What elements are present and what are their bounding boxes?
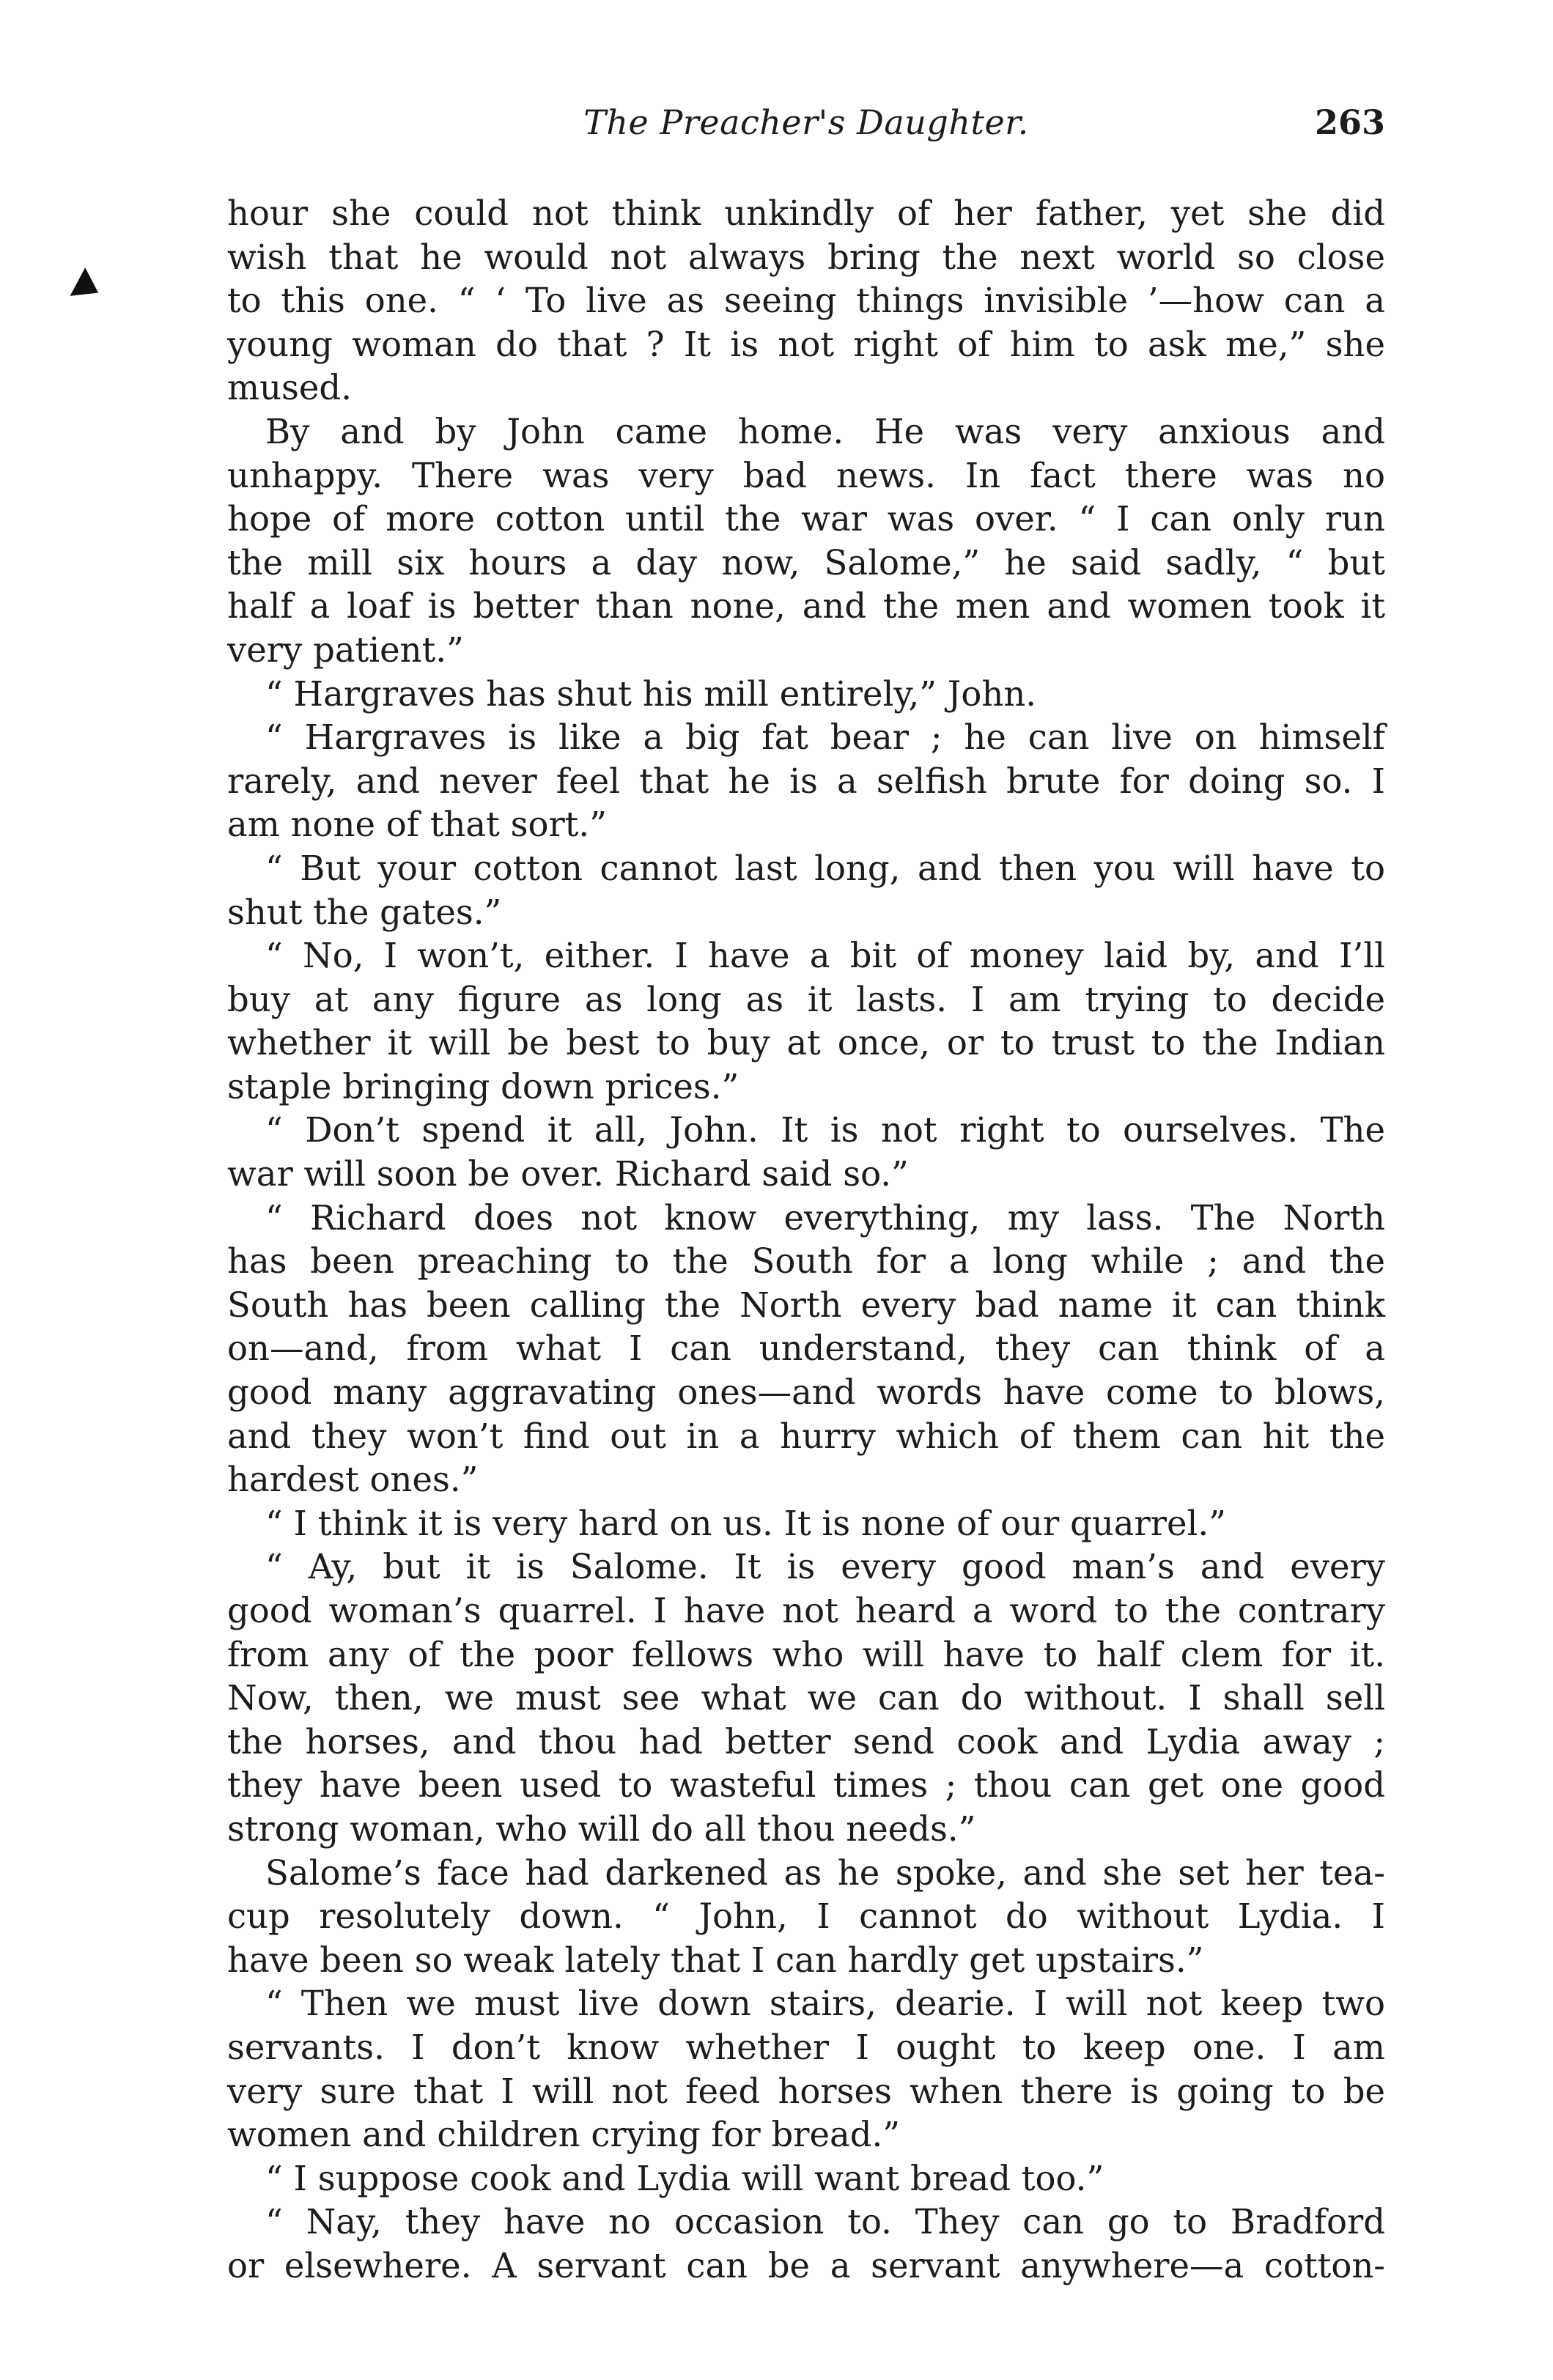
text-line: By and by John came home. He was very anxious and xyxy=(265,411,1385,451)
text-line: strong woman, who will do all thou needs.” xyxy=(227,1808,976,1849)
text-line: hope of more cotton until the war was over. “ I can only run xyxy=(227,499,1385,539)
text-line: “ I think it is very hard on us. It is none of our quarrel.” xyxy=(265,1503,1226,1543)
text-line: hour she could not think unkindly of her father, yet she did xyxy=(227,193,1385,233)
text-line: staple bringing down prices.” xyxy=(227,1066,739,1106)
text-line: servants. I don’t know whether I ought to keep one. I am xyxy=(227,2027,1385,2067)
text-line: has been preaching to the South for a long while ; and the xyxy=(227,1241,1385,1282)
text-line: on—and, from what I can understand, they can think of a xyxy=(227,1328,1385,1369)
text-line: mused. xyxy=(227,368,352,408)
text-line: cup resolutely down. “ John, I cannot do without Lydia. I xyxy=(227,1896,1385,1937)
page-header xyxy=(227,103,1385,161)
running-title: The Preacher's Daughter. xyxy=(583,103,1029,142)
text-line: whether it will be best to buy at once, or to trust to the Indian xyxy=(227,1023,1385,1063)
text-line: very patient.” xyxy=(227,629,464,670)
text-line: buy at any figure as long as it lasts. I am trying to decide xyxy=(227,979,1385,1019)
text-line: war will soon be over. Richard said so.” xyxy=(227,1154,909,1194)
text-line: half a loaf is better than none, and the men and women took it xyxy=(227,586,1385,627)
text-line: Now, then, we must see what we can do without. I shall sell xyxy=(227,1678,1385,1718)
text-line: rarely, and never feel that he is a selfish brute for doing so. I xyxy=(227,761,1385,801)
margin-arrow-mark xyxy=(70,267,106,307)
text-line: South has been calling the North every bad name it can think xyxy=(227,1285,1385,1325)
text-line: hardest ones.” xyxy=(227,1460,479,1500)
page-number: 263 xyxy=(1314,103,1385,142)
text-line: unhappy. There was very bad news. In fact there was no xyxy=(227,455,1385,495)
text-line: “ Don’t spend it all, John. It is not right to ourselves. The xyxy=(265,1110,1385,1150)
text-line: “ Richard does not know everything, my lass. The North xyxy=(265,1197,1385,1238)
text-line: have been so weak lately that I can hardly get upstairs.” xyxy=(227,1940,1204,1980)
text-line: wish that he would not always bring the next world so close xyxy=(227,237,1385,277)
text-line: “ I suppose cook and Lydia will want bread too.” xyxy=(265,2158,1104,2198)
text-line: to this one. “ ‘ To live as seeing things invisible ’—how can a xyxy=(227,281,1385,321)
text-line: shut the gates.” xyxy=(227,892,502,932)
text-line: good many aggravating ones—and words have come to blows, xyxy=(227,1372,1385,1413)
text-line: young woman do that ? It is not right of him to ask me,” she xyxy=(227,324,1385,364)
text-line: am none of that sort.” xyxy=(227,805,607,845)
text-line: “ But your cotton cannot last long, and then you will have to xyxy=(265,848,1385,888)
text-line: the mill six hours a day now, Salome,” he said sadly, “ but xyxy=(227,542,1385,583)
text-line: “ No, I won’t, either. I have a bit of money laid by, and I’ll xyxy=(265,936,1385,976)
text-line: “ Nay, they have no occasion to. They can go to Bradford xyxy=(265,2202,1385,2242)
text-line: very sure that I will not feed horses when there is going to be xyxy=(227,2071,1385,2111)
text-line: “ Hargraves is like a big fat bear ; he can live on himself xyxy=(265,717,1385,758)
body-text xyxy=(227,192,1385,2288)
text-line: “ Ay, but it is Salome. It is every good man’s and every xyxy=(265,1547,1385,1587)
text-line: the horses, and thou had better send cook and Lydia away ; xyxy=(227,1721,1385,1762)
text-line: and they won’t find out in a hurry which of them can hit the xyxy=(227,1416,1385,1456)
text-line: or elsewhere. A servant can be a servant anywhere—a cotton- xyxy=(227,2245,1385,2285)
text-line: from any of the poor fellows who will have to half clem for it. xyxy=(227,1634,1385,1674)
text-line: “ Then we must live down stairs, dearie. I will not keep two xyxy=(265,1984,1385,2024)
text-line: women and children crying for bread.” xyxy=(227,2115,901,2155)
text-line: Salome’s face had darkened as he spoke, and she set her tea- xyxy=(265,1852,1385,1893)
text-line: good woman’s quarrel. I have not heard a word to the contrary xyxy=(227,1591,1385,1630)
text-line: they have been used to wasteful times ; thou can get one good xyxy=(227,1765,1385,1806)
text-line: “ Hargraves has shut his mill entirely,” John. xyxy=(265,673,1037,714)
